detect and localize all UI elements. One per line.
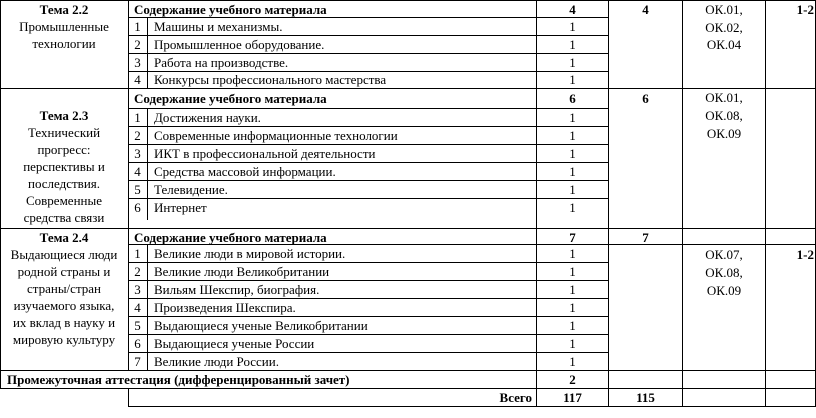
total-hours-total: 115	[636, 390, 655, 405]
row-hours: 1	[569, 37, 576, 52]
row-hours: 1	[569, 200, 576, 215]
topic-text: мировую культуру	[12, 332, 116, 347]
row-text: Конкурсы профессионального мастерства	[154, 72, 387, 87]
row-hours: 1	[569, 282, 576, 297]
attestation-hours: 2	[569, 372, 576, 387]
row-hours: 1	[569, 246, 576, 261]
row-hours: 1	[569, 336, 576, 351]
row-hours: 1	[569, 146, 576, 161]
row-number: 1	[134, 19, 141, 34]
topic-text: последствия.	[27, 176, 101, 191]
row-hours: 1	[569, 182, 576, 197]
topic-text: перспективы и	[23, 159, 105, 174]
row-hours: 1	[569, 300, 576, 315]
topic-text: их вклад в науку и	[12, 315, 116, 330]
content-header: Содержание учебного материала	[134, 2, 327, 17]
row-number: 3	[134, 55, 141, 70]
row-text: Работа на производстве.	[154, 55, 289, 70]
row-number: 6	[134, 200, 141, 215]
row-hours: 1	[569, 72, 576, 87]
hours-value: 4	[569, 2, 576, 17]
col-line-comp	[682, 0, 683, 407]
row-text: Современные информационные технологии	[154, 128, 398, 143]
row-number: 6	[134, 336, 141, 351]
row-text: Промышленное оборудование.	[154, 37, 325, 52]
row-number: 3	[134, 146, 141, 161]
hours-total-value: 6	[642, 91, 649, 106]
col-line-num	[147, 108, 148, 220]
table-bottom-border	[128, 406, 816, 407]
hours-value: 7	[569, 230, 576, 245]
row-hours: 1	[569, 354, 576, 369]
row-hours: 1	[569, 318, 576, 333]
topic-text: родной страны и	[17, 264, 111, 279]
topic-text: страны/стран	[26, 281, 102, 296]
competency-code: ОК.07,	[705, 247, 743, 262]
row-hours: 1	[569, 110, 576, 125]
row-text: Телевидение.	[154, 182, 228, 197]
row-text: Великие люди Великобритании	[154, 264, 330, 279]
row-number: 1	[134, 110, 141, 125]
topic-title: Тема 2.4	[39, 230, 89, 245]
row-number: 2	[134, 128, 141, 143]
col-line-num	[147, 244, 148, 370]
topic-text: Промышленные	[19, 19, 109, 34]
row-text: ИКТ в профессиональной деятельности	[154, 146, 376, 161]
row-number: 1	[134, 246, 141, 261]
row-text: Машины и механизмы.	[154, 19, 283, 34]
competency-code: ОК.01,	[705, 90, 743, 105]
topic-text: Технический	[27, 125, 101, 140]
row-hours: 1	[569, 164, 576, 179]
competency-code: ОК.08,	[705, 265, 743, 280]
content-header: Содержание учебного материала	[134, 91, 327, 106]
topic-text: прогресс:	[37, 142, 91, 157]
attestation-label: Промежуточная аттестация (дифференцированный зачет)	[7, 372, 350, 387]
row-text: Произведения Шекспира.	[154, 300, 296, 315]
row-number: 2	[134, 264, 141, 279]
topic-text: средства связи	[23, 210, 105, 225]
topic-title: Тема 2.3	[39, 108, 89, 123]
competency-code: ОК.01,	[705, 2, 743, 17]
row-text: Средства массовой информации.	[154, 164, 336, 179]
row-text: Интернет	[154, 200, 207, 215]
topic-text: Выдающиеся люди	[10, 247, 118, 262]
col-line-total	[608, 0, 609, 389]
col-line-num	[147, 17, 148, 89]
row-number: 4	[134, 164, 141, 179]
row-text: Выдающиеся ученые Великобритании	[154, 318, 368, 333]
hours-total-value: 4	[642, 2, 649, 17]
row-hours: 1	[569, 55, 576, 70]
row-text: Великие люди России.	[154, 354, 279, 369]
level-value: 1-2	[796, 2, 814, 17]
topic-text: изучаемого языка,	[13, 298, 115, 313]
row-text: Вильям Шекспир, биография.	[154, 282, 320, 297]
row-number: 5	[134, 318, 141, 333]
row-number: 3	[134, 282, 141, 297]
competency-code: ОК.02,	[705, 20, 743, 35]
row-hours: 1	[569, 264, 576, 279]
row-hours: 1	[569, 19, 576, 34]
row-text: Великие люди в мировой истории.	[154, 246, 346, 261]
row-number: 2	[134, 37, 141, 52]
row-number: 4	[134, 72, 141, 87]
topic-text: технологии	[32, 36, 96, 51]
topic-title: Тема 2.2	[39, 2, 89, 17]
row-text: Достижения науки.	[154, 110, 261, 125]
topic-text: Современные	[26, 193, 102, 208]
row-hours: 1	[569, 128, 576, 143]
hours-value: 6	[569, 91, 576, 106]
competency-code: ОК.09	[706, 126, 742, 141]
total-label: Всего	[499, 390, 532, 405]
hours-total-value: 7	[642, 230, 649, 245]
level-value: 1-2	[796, 247, 814, 262]
row-number: 7	[134, 354, 141, 369]
row-number: 4	[134, 300, 141, 315]
competency-code: ОК.09	[706, 283, 742, 298]
content-header: Содержание учебного материала	[134, 230, 327, 245]
competency-code: ОК.04	[706, 37, 742, 52]
total-hours: 117	[563, 390, 582, 405]
row-number: 5	[134, 182, 141, 197]
competency-code: ОК.08,	[705, 108, 743, 123]
col-line-level	[765, 0, 766, 407]
row-text: Выдающиеся ученые России	[154, 336, 315, 351]
